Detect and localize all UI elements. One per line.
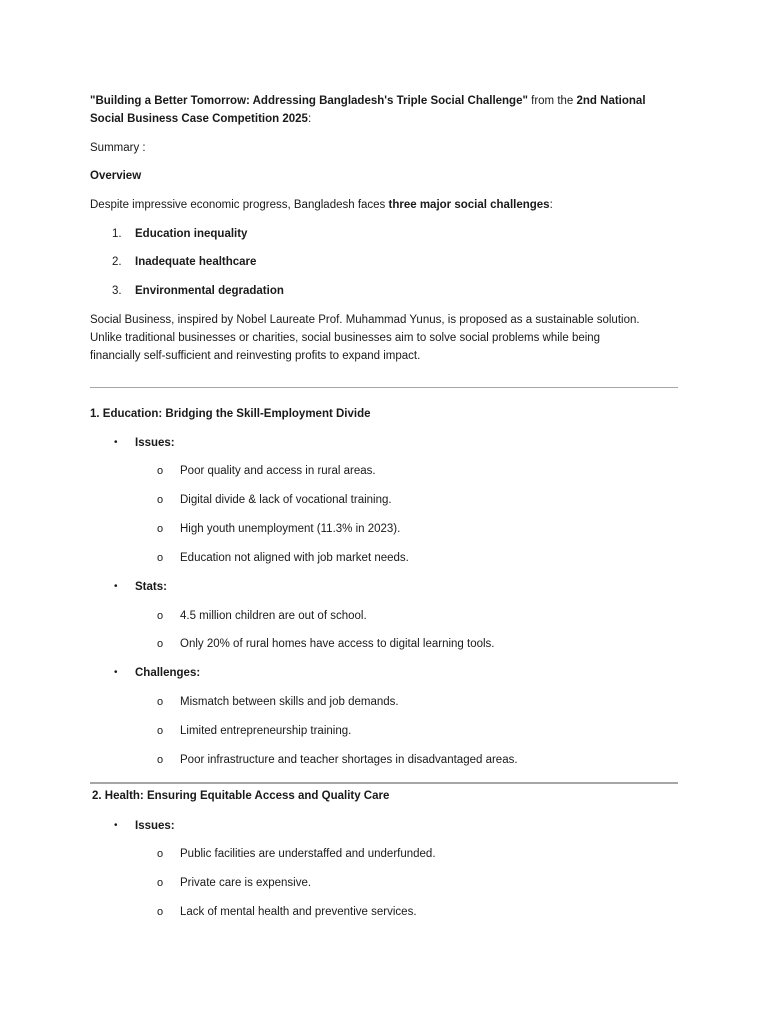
social-business-paragraph: Social Business, inspired by Nobel Laureate Prof. Muhammad Yunus, is proposed as a sustainable solution. Unlike traditional businesses or charities, social businesses aim to solve social problems while being financially self-sufficient and reinvesting profits to expand impact. [90, 314, 640, 362]
list-item: High youth unemployment (11.3% in 2023). [180, 523, 401, 535]
challenge-item: Environmental degradation [135, 285, 284, 297]
list-item: Lack of mental health and preventive services. [180, 906, 417, 918]
list-item: Education not aligned with job market needs. [180, 552, 409, 564]
list-item: Private care is expensive. [180, 877, 312, 889]
list-item: 4.5 million children are out of school. [180, 610, 367, 622]
sub-bullet-icon: o [157, 848, 164, 860]
sub-bullet-icon: o [157, 610, 164, 622]
bullet-icon: • [114, 820, 118, 831]
sub-bullet-icon: o [157, 725, 164, 737]
education-challenges-label: Challenges: [135, 667, 201, 679]
bullet-icon: • [114, 581, 118, 592]
list-item: Poor infrastructure and teacher shortages in disadvantaged areas. [180, 754, 518, 766]
intro-from-text: from the [527, 95, 577, 107]
bullet-icon: • [114, 437, 118, 448]
challenge-number: 1. [112, 228, 122, 240]
sub-bullet-icon: o [157, 638, 164, 650]
list-item: Digital divide & lack of vocational training. [180, 494, 392, 506]
education-heading: 1. Education: Bridging the Skill-Employment Divide [90, 408, 371, 420]
case-title: "Building a Better Tomorrow: Addressing Bangladesh's Triple Social Challenge" [90, 95, 528, 107]
education-stats-label: Stats: [135, 581, 167, 593]
intro-paragraph [90, 92, 680, 128]
challenge-number: 2. [112, 256, 122, 268]
overview-lead-bold: three major social challenges [388, 199, 550, 211]
intro-colon: : [307, 113, 312, 125]
challenge-number: 3. [112, 285, 122, 297]
section-divider [90, 387, 678, 388]
overview-lead: Despite impressive economic progress, Bangladesh faces three major social challenges: [90, 199, 553, 211]
list-item: Poor quality and access in rural areas. [180, 465, 376, 477]
sub-bullet-icon: o [157, 696, 164, 708]
sub-bullet-icon: o [157, 552, 164, 564]
sub-bullet-icon: o [157, 465, 164, 477]
overview-heading: Overview [90, 170, 142, 182]
health-issues-label: Issues: [135, 820, 175, 832]
sub-bullet-icon: o [157, 494, 164, 506]
list-item: Limited entrepreneurship training. [180, 725, 352, 737]
sub-bullet-icon: o [157, 523, 164, 535]
sub-bullet-icon: o [157, 877, 164, 889]
bullet-icon: • [114, 667, 118, 678]
competition-name: 2nd National Social Business Case Competition 2025 [90, 95, 646, 125]
sub-bullet-icon: o [157, 754, 164, 766]
list-item: Public facilities are understaffed and underfunded. [180, 848, 436, 860]
education-issues-label: Issues: [135, 437, 175, 449]
list-item: Mismatch between skills and job demands. [180, 696, 399, 708]
section-divider [90, 782, 678, 784]
summary-label: Summary : [90, 142, 146, 154]
challenge-item: Inadequate healthcare [135, 256, 257, 268]
challenge-item: Education inequality [135, 228, 248, 240]
health-heading: 2. Health: Ensuring Equitable Access and Quality Care [92, 790, 390, 802]
sub-bullet-icon: o [157, 906, 164, 918]
list-item: Only 20% of rural homes have access to digital learning tools. [180, 638, 495, 650]
